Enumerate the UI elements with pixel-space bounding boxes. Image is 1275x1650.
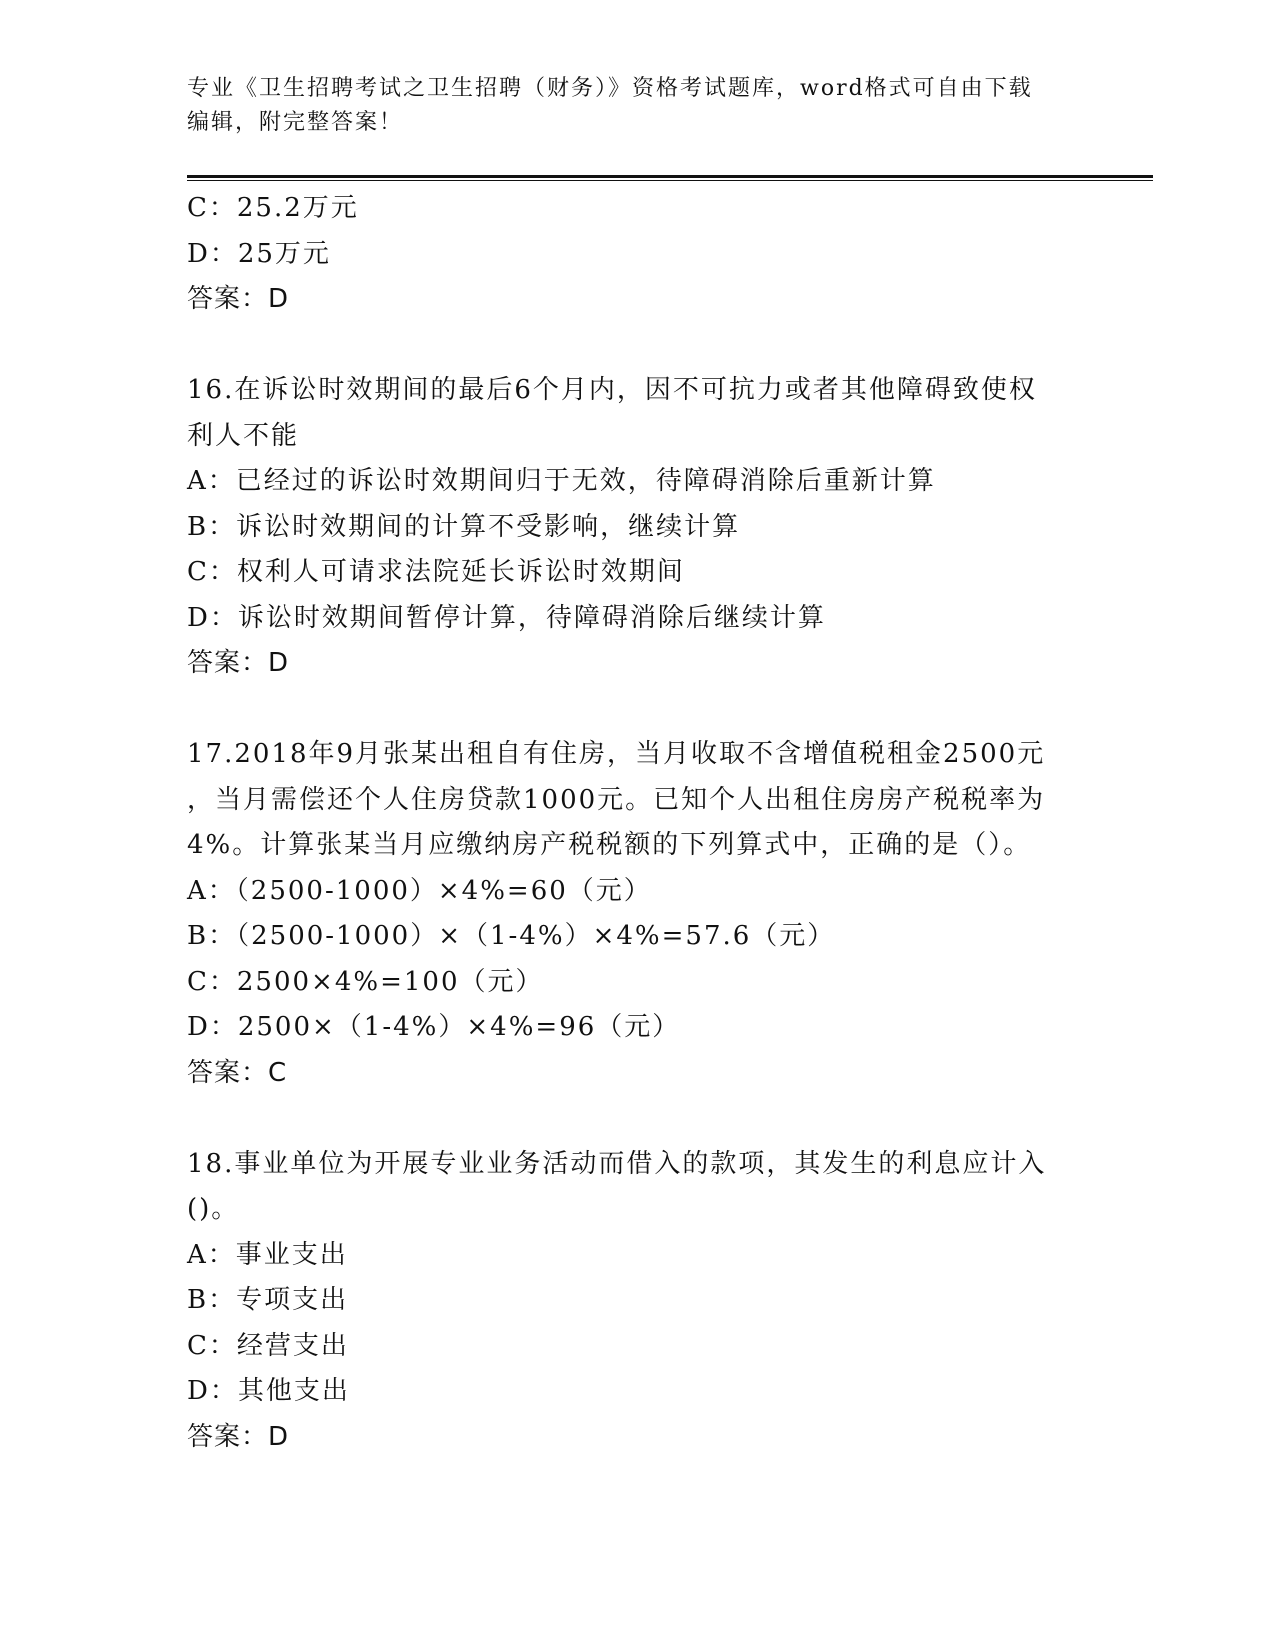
spacer bbox=[187, 1096, 1087, 1142]
option-d: D：其他支出 bbox=[187, 1376, 350, 1406]
answer-line: 答案：D bbox=[187, 1421, 290, 1452]
answer-line: 答案：D bbox=[187, 284, 290, 314]
option-a: A：已经过的诉讼时效期间归于无效，待障碍消除后重新计算 bbox=[187, 466, 936, 496]
question-stem: 17.2018年9月张某出租自有住房，当月收取不含增值税租金2500元 bbox=[187, 739, 1046, 769]
option-a: A：（2500-1000）×4%=60（元） bbox=[187, 875, 652, 906]
question-stem-continued: 4%。计算张某当月应缴纳房产税税额的下列算式中，正确的是（）。 bbox=[187, 830, 1032, 860]
spacer bbox=[187, 323, 1087, 369]
option-c: C：经营支出 bbox=[187, 1330, 349, 1361]
question-16 bbox=[187, 368, 1087, 687]
option-b: B：专项支出 bbox=[187, 1285, 349, 1315]
header-line-2: 编辑，附完整答案！ bbox=[187, 110, 404, 135]
question-stem-continued: ()。 bbox=[187, 1194, 240, 1224]
option-d: D：2500×（1-4%）×4%=96（元） bbox=[187, 1012, 681, 1042]
header-divider-thin bbox=[187, 180, 1153, 181]
question-stem: 16.在诉讼时效期间的最后6个月内，因不可抗力或者其他障碍致使权 bbox=[187, 375, 1037, 405]
document-header bbox=[187, 72, 1067, 140]
header-line-1: 专业《卫生招聘考试之卫生招聘（财务）》资格考试题库，word格式可自由下载 bbox=[187, 76, 1033, 101]
question-stem: 18.事业单位为开展专业业务活动而借入的款项，其发生的利息应计入 bbox=[187, 1148, 1047, 1179]
option-b: B：诉讼时效期间的计算不受影响，继续计算 bbox=[187, 511, 741, 542]
question-list bbox=[187, 186, 1087, 1460]
option-c: C：25.2万元 bbox=[187, 193, 359, 223]
question-17 bbox=[187, 732, 1087, 1096]
option-a: A：事业支出 bbox=[187, 1239, 348, 1270]
option-c: C：2500×4%=100（元） bbox=[187, 966, 544, 997]
previous-question-tail bbox=[187, 186, 1087, 323]
answer-line: 答案：D bbox=[187, 648, 290, 678]
option-c: C：权利人可请求法院延长诉讼时效期间 bbox=[187, 557, 685, 587]
spacer bbox=[187, 687, 1087, 733]
question-18 bbox=[187, 1142, 1087, 1461]
option-b: B：（2500-1000）×（1-4%）×4%=57.6（元） bbox=[187, 921, 836, 951]
option-d: D：诉讼时效期间暂停计算，待障碍消除后继续计算 bbox=[187, 602, 826, 633]
answer-line: 答案：C bbox=[187, 1057, 288, 1088]
question-stem-continued: 利人不能 bbox=[187, 420, 300, 451]
header-divider-thick bbox=[187, 175, 1153, 178]
question-stem-continued: ，当月需偿还个人住房贷款1000元。已知个人出租住房房产税税率为 bbox=[187, 784, 1046, 815]
option-d: D：25万元 bbox=[187, 238, 331, 269]
